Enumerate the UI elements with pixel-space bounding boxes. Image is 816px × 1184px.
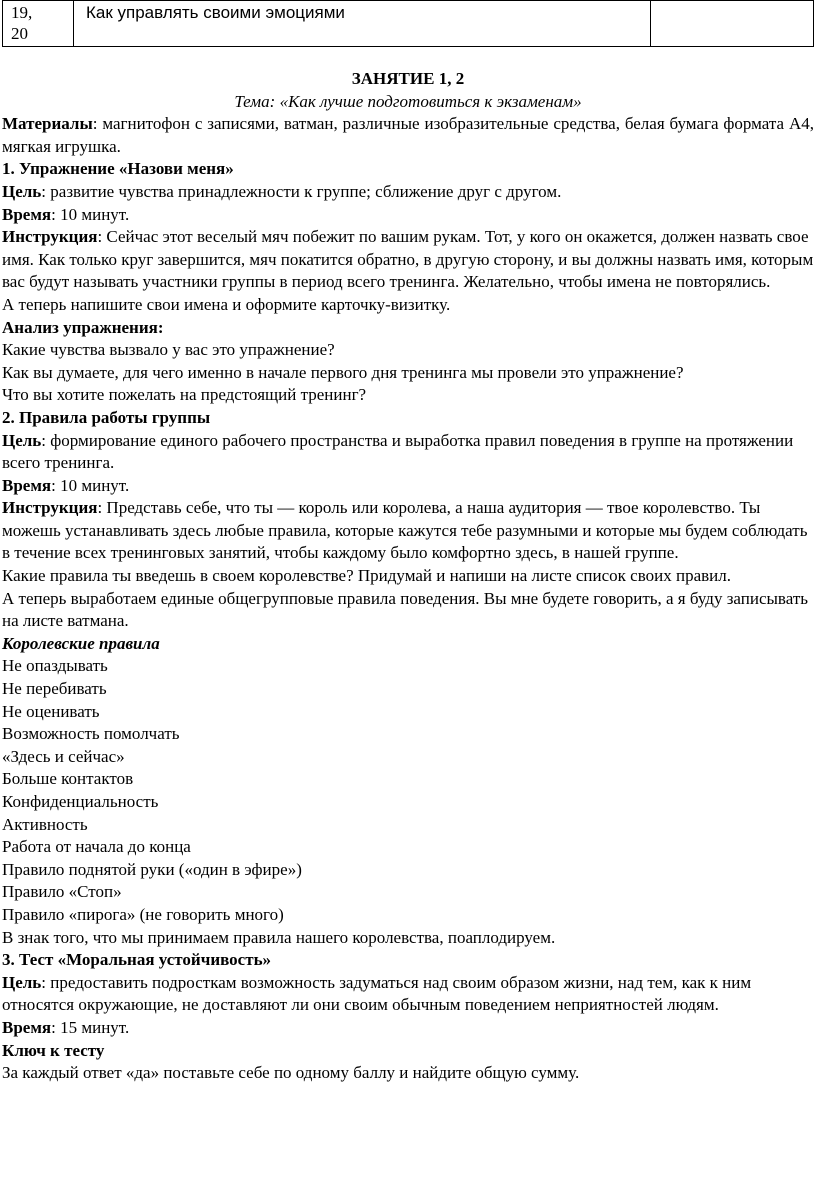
rule-item: Работа от начала до конца — [2, 837, 191, 857]
exercise-2-goal — [2, 430, 814, 475]
rule-item: Активность — [2, 814, 88, 834]
exercise-2-time — [2, 475, 814, 498]
rules-closing: В знак того, что мы принимаем правила нашего королевства, поаплодируем. — [2, 927, 556, 947]
rule-item: Возможность помолчать — [2, 724, 180, 744]
time-label: Время — [2, 204, 52, 224]
time-text: : 10 минут. — [51, 475, 130, 495]
analysis-question-2: Как вы думаете, для чего именно в начале первого дня тренинга мы провели это упражнение? — [2, 362, 684, 382]
goal-text: : развитие чувства принадлежности к группе; сближение друг с другом. — [41, 181, 562, 201]
exercise-3-heading: 3. Тест «Моральная устойчивость» — [2, 950, 272, 970]
exercise-1-goal — [2, 181, 814, 204]
rules-heading: Королевские правила — [2, 633, 160, 653]
materials-paragraph — [2, 113, 814, 158]
empty-cell — [651, 1, 814, 47]
rule-item: Правило «Стоп» — [2, 882, 122, 902]
instruction-text: : Сейчас этот веселый мяч побежит по вашим рукам. Тот, у кого он окажется, должен назвать свое имя. Как только круг завершится, мяч покатится обратно, в другую сторону, и вы должны назвать имя, которым вас будут называть участники группы в период всего тренинга. Желательно, чтобы имена не повторялись. — [2, 227, 814, 292]
test-key-heading: Ключ к тесту — [2, 1040, 105, 1060]
goal-text: : формирование единого рабочего пространства и выработка правил поведения в группе на протяжении всего тренинга. — [2, 430, 794, 473]
session-number-cell — [3, 1, 74, 47]
instruction-label: Инструкция — [2, 227, 98, 247]
schedule-table — [2, 0, 814, 47]
instruction-label: Инструкция — [2, 498, 98, 518]
lesson-title: ЗАНЯТИЕ 1, 2 — [351, 69, 465, 88]
lesson-theme: Тема: «Как лучше подготовиться к экзаменам» — [234, 91, 582, 111]
time-label: Время — [2, 1017, 52, 1037]
document-body — [2, 68, 814, 1085]
materials-text: : магнитофон с записями, ватман, различные изобразительные средства, белая бумага формата А4, мягкая игрушка. — [2, 114, 814, 156]
goal-label: Цель — [2, 972, 42, 992]
exercise-3-goal — [2, 972, 814, 1017]
goal-label: Цель — [2, 430, 42, 450]
table-row — [3, 1, 814, 47]
rule-item: Не опаздывать — [2, 656, 108, 676]
rule-item: Конфиденциальность — [2, 792, 159, 811]
topic-cell: Как управлять своими эмоциями — [74, 1, 651, 47]
analysis-heading: Анализ упражнения: — [2, 317, 164, 337]
rule-item: Больше контактов — [2, 769, 134, 789]
exercise-3-time — [2, 1017, 814, 1040]
session-number: 19, — [11, 3, 33, 22]
goal-label: Цель — [2, 181, 42, 201]
exercise-2-paragraph-3: А теперь выработаем единые общегрупповые правила поведения. Вы мне будете говорить, а я буду записывать на листе ватмана. — [2, 588, 808, 631]
test-key-text: За каждый ответ «да» поставьте себе по одному баллу и найдите общую сумму. — [2, 1063, 580, 1083]
exercise-1-instruction — [2, 226, 814, 294]
rule-item: Правило поднятой руки («один в эфире») — [2, 859, 302, 879]
rule-item: Не оценивать — [2, 701, 100, 721]
rule-item: «Здесь и сейчас» — [2, 746, 125, 766]
exercise-2-heading: 2. Правила работы группы — [2, 407, 211, 427]
time-text: : 15 минут. — [51, 1017, 130, 1037]
materials-label: Материалы — [2, 114, 93, 134]
exercise-1-line: А теперь напишите свои имена и оформите карточку-визитку. — [2, 294, 451, 314]
time-label: Время — [2, 475, 52, 495]
rule-item: Не перебивать — [2, 679, 107, 699]
goal-text: : предоставить подросткам возможность задуматься над своим образом жизни, над тем, как к ним относятся окружающие, не доставляют ли они своим обычным поведением неприятностей людям. — [2, 972, 752, 1015]
exercise-1-time — [2, 204, 814, 227]
rule-item: Правило «пирога» (не говорить много) — [2, 904, 284, 924]
session-number-2: 20 — [11, 24, 28, 43]
rules-list — [2, 655, 814, 926]
analysis-question-3: Что вы хотите пожелать на предстоящий тренинг? — [2, 385, 367, 405]
time-text: : 10 минут. — [51, 204, 130, 224]
analysis-question-1: Какие чувства вызвало у вас это упражнение? — [2, 340, 335, 360]
exercise-1-heading: 1. Упражнение «Назови меня» — [2, 159, 234, 179]
instruction-text: : Представь себе, что ты — король или королева, а наша аудитория — твое королевство. Ты можешь устанавливать здесь любые правила, которые кажутся тебе разумными и которые мы будем соблюдать в течение всех тренинговых занятий, чтобы каждому было комфортно здесь, в нашей группе. — [2, 498, 808, 563]
exercise-2-paragraph-2: Какие правила ты введешь в своем королевстве? Придумай и напиши на листе список своих правил. — [2, 566, 731, 586]
exercise-2-instruction — [2, 497, 814, 565]
